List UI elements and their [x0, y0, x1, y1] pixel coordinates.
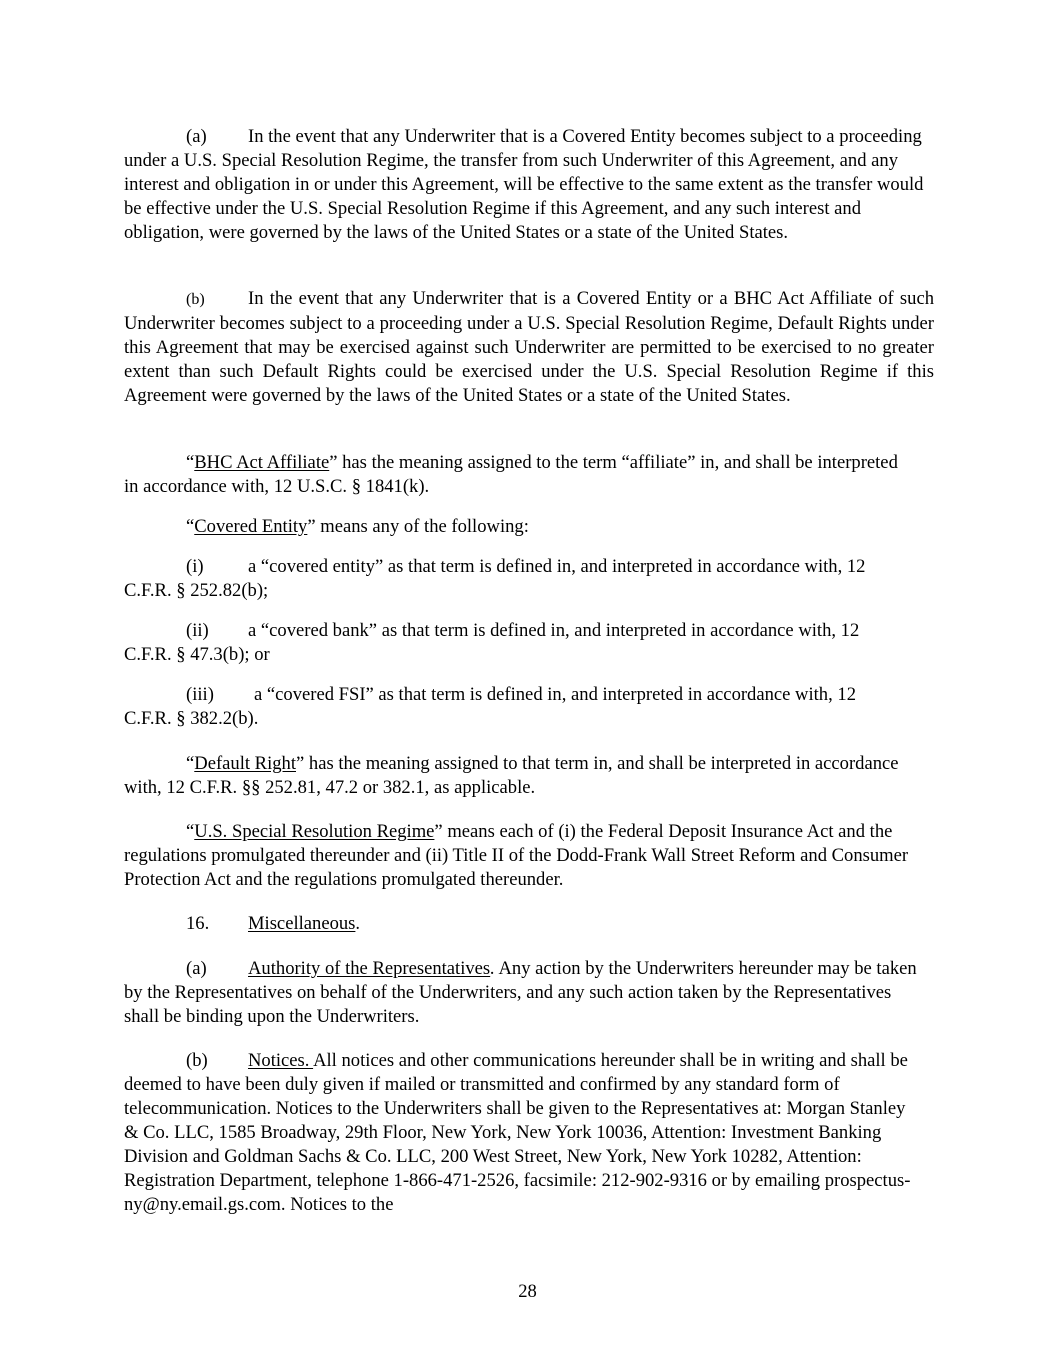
- item-ii: [124, 619, 864, 667]
- defined-term: BHC Act Affiliate: [194, 452, 330, 473]
- label: (a): [186, 126, 207, 147]
- text: In the event that any Underwriter that is a Covered Entity becomes subject to a proceeding under a U.S. Special Resolution Regime, the transfer from such Underwriter of this Agreement, and any interest and obligation in or under this Agreement, will be effective to the same extent as the transfer would be effective under the U.S. Special Resolution Regime if this Agreement, and any such interest and obligation, were governed by the laws of the United States or a state of the United States.: [124, 126, 924, 243]
- definition-default-right: [124, 752, 904, 800]
- definition-bhc-act-affiliate: [124, 451, 904, 499]
- period: .: [355, 913, 361, 934]
- text: ” means any of the following:: [307, 516, 529, 537]
- defined-term: Default Right: [194, 753, 296, 774]
- text: ” has the meaning assigned to that term in, and shall be interpreted in accordance with, 12 C.F.R. §§ 252.81, 47.2 or 382.1, as applicable.: [124, 753, 899, 798]
- text: In the event that any Underwriter that is a Covered Entity or a BHC Act Affiliate of such Underwriter becomes subject to a proceeding under a U.S. Special Resolution Regime, Default Rights under this Agreement that may be exercised against such Underwriter are permitted to be exercised to no greater extent than such Default Rights could be exercised under the U.S. Special Resolution Regime if this Agreement were governed by the laws of the United States or a state of the United States.: [124, 288, 934, 406]
- defined-term: U.S. Special Resolution Regime: [194, 821, 435, 842]
- page-number: 28: [518, 1281, 537, 1302]
- paragraph-authority: [124, 957, 924, 1029]
- quote: “: [186, 821, 195, 842]
- text: All notices and other communications hereunder shall be in writing and shall be deemed to have been duly given if mailed or transmitted and confirmed by any standard form of telecommunication. Notices to the Underwriters shall be given to the Representatives at: Morgan Stanley & Co. LLC, 1585 Broadway, 29th Floor, New York, New York 10036, Attention: Investment Banking Division and Goldman Sachs & Co. LLC, 200 West Street, New York, New York 10282, Attention: Registration Department, telephone 1-866-471-2526, facsimile: 212-902-9316 or by emailing prospectus-ny@ny.email.gs.com. Notices to the: [124, 1050, 911, 1215]
- quote: “: [186, 452, 195, 473]
- label: (ii): [186, 620, 209, 641]
- text: a “covered bank” as that term is defined in, and interpreted in accordance with, 12 C.F.R. § 47.3(b); or: [124, 620, 860, 665]
- label: (a): [186, 958, 207, 979]
- label: (b): [186, 291, 205, 308]
- subsection-title: Notices.: [248, 1050, 314, 1071]
- label: (i): [186, 556, 204, 577]
- period: .: [490, 958, 495, 979]
- text: a “covered FSI” as that term is defined in, and interpreted in accordance with, 12 C.F.R. § 382.2(b).: [124, 684, 856, 729]
- defined-term: Covered Entity: [194, 516, 308, 537]
- text: ” has the meaning assigned to the term “affiliate” in, and shall be interpreted in accordance with, 12 U.S.C. § 1841(k).: [124, 452, 898, 497]
- text: Any action by the Underwriters hereunder may be taken by the Representatives on behalf of the Underwriters, and any such action taken by the Representatives shall be binding upon the Underwriters.: [124, 958, 917, 1027]
- section-16-heading: [124, 912, 934, 936]
- item-i: [124, 555, 869, 603]
- subsection-title: Authority of the Representatives: [248, 958, 491, 979]
- section-number: 16.: [186, 913, 210, 934]
- text: a “covered entity” as that term is defined in, and interpreted in accordance with, 12 C.F.R. § 252.82(b);: [124, 556, 866, 601]
- label: (b): [186, 1050, 208, 1071]
- paragraph-notices: [124, 1049, 924, 1217]
- definition-covered-entity: [124, 515, 934, 539]
- quote: “: [186, 753, 195, 774]
- paragraph-a: [124, 125, 926, 245]
- text: ” means each of (i) the Federal Deposit Insurance Act and the regulations promulgated thereunder and (ii) Title II of the Dodd-Frank Wall Street Reform and Consumer Protection Act and the regulations promulgated thereunder.: [124, 821, 909, 890]
- item-iii: [124, 683, 859, 731]
- definition-us-special-resolution-regime: [124, 820, 924, 892]
- paragraph-b: [124, 287, 934, 408]
- label: (iii): [186, 684, 214, 705]
- section-title: Miscellaneous: [248, 913, 356, 934]
- quote: “: [186, 516, 195, 537]
